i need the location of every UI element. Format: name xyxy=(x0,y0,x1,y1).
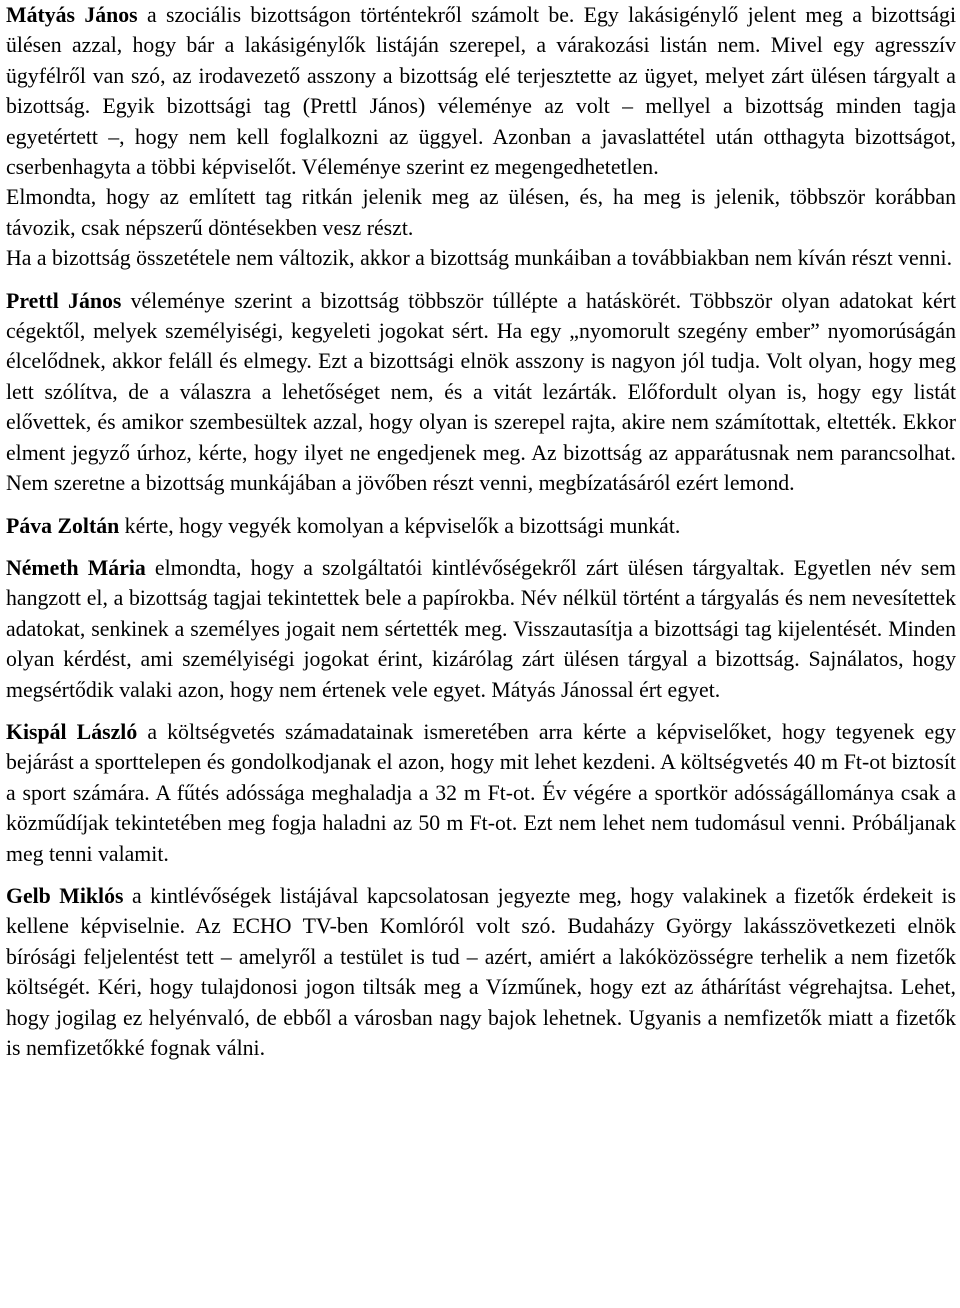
paragraph-text: véleménye szerint a bizottság többször túllépte a hatáskörét. Többször olyan adatokat kért cégektől, melyek személyiségi, kegyeleti jogokat sért. Ha egy „nyomorult szegény ember” nyomorúságán élcelődnek, akkor feláll és elmegy. Ezt a bizottsági elnök asszony is nagyon jól tudja. Volt olyan, hogy meg lett szólítva, de a válaszra a lehetőséget nem, és a vitát lezárták. Előfordult olyan is, hogy egy listát elővettek, és amikor szembesültek azzal, hogy olyan is szerepel rajta, akire nem számítottak, eltették. Ekkor elment jegyző úrhoz, kérte, hogy ilyet ne engedjenek meg. Az bizottság az apparátusnak nem parancsolhat. Nem szeretne a bizottság munkájában a jövőben részt venni, megbízatásáról ezért lemond. xyxy=(6,288,956,496)
paragraph-text: a kintlévőségek listájával kapcsolatosan jegyezte meg, hogy valakinek a fizetők érdekeit is kellene képviselnie. Az ECHO TV-ben Komlóról volt szó. Budaházy György lakásszövetkezeti elnök bírósági feljelentést tett – amelyről a testület is tud – azért, amiért a lakóközösségre terhelik a nem fizetők költségét. Kéri, hogy tulajdonosi jogon tiltsák meg a Vízműnek, hogy ezt az áthárítást végrehajtsa. Lehet, hogy jogilag ez helyénvaló, de ebből a városban nagy bajok lehetnek. Ugyanis a nemfizetők miatt a fizetők is nemfizetőkké fognak válni. xyxy=(6,883,956,1060)
speaker-name: Kispál László xyxy=(6,719,138,744)
paragraph-ha-a-bizottsag xyxy=(6,243,956,273)
paragraph-text: a költségvetés számadatainak ismeretében arra kérte a képviselőket, hogy tegyenek egy bejárást a sporttelepen és gondolkodjanak el azon, hogy mit lehet kezdeni. A költségvetés 40 m Ft-ot biztosít a sport számára. A fűtés adóssága meghaladja a 32 m Ft-ot. Év végére a sportkör adósságállománya csak a közműdíjak tekintetében meg fogja haladni az 50 m Ft-ot. Ezt nem lehet nem tudomásul venni. Próbáljanak meg tenni valamit. xyxy=(6,719,956,866)
speaker-name: Németh Mária xyxy=(6,555,146,580)
paragraph-nemeth xyxy=(6,553,956,705)
paragraph-text: Elmondta, hogy az említett tag ritkán jelenik meg az ülésen, és, ha meg is jelenik, többször korábban távozik, csak népszerű döntésekben vesz részt. xyxy=(6,185,956,240)
paragraph-pava xyxy=(6,511,956,541)
paragraph-text: Ha a bizottság összetétele nem változik, akkor a bizottság munkáiban a továbbiakban nem kíván részt venni. xyxy=(6,246,953,271)
paragraph-gelb xyxy=(6,881,956,1063)
paragraph-elmondta xyxy=(6,182,956,243)
paragraph-text: elmondta, hogy a szolgáltatói kintlévőségekről zárt ülésen tárgyaltak. Egyetlen név sem hangzott el, a bizottság tagjai tekintettek bele a papírokba. Név nélkül történt a tárgyalás és nem nevesítettek adatokat, senkinek a személyes jogait nem sértették meg. Visszautasítja a bizottsági tag kijelentését. Minden olyan kérdést, ami személyiségi jogokat érint, kizárólag zárt ülésen tárgyal a bizottság. Sajnálatos, hogy megsértődik valaki azon, hogy nem értenek vele egyet. Mátyás Jánossal ért egyet. xyxy=(6,555,956,702)
paragraph-matyas xyxy=(6,0,956,182)
paragraph-text: kérte, hogy vegyék komolyan a képviselők a bizottsági munkát. xyxy=(119,513,681,538)
speaker-name: Prettl János xyxy=(6,288,122,313)
speaker-name: Gelb Miklós xyxy=(6,883,124,908)
speaker-name: Mátyás János xyxy=(6,3,138,27)
paragraph-prettl xyxy=(6,286,956,499)
speaker-name: Páva Zoltán xyxy=(6,513,120,538)
paragraph-text: a szociális bizottságon történtekről számolt be. Egy lakásigénylő jelent meg a bizottsági ülésen azzal, hogy bár a lakásigénylők listáján szerepel, a várakozási listán nem. Mivel egy agresszív ügyfélről van szó, az irodavezető asszony a bizottság elé terjesztette az ügyet, melyet zárt ülésen tárgyalt a bizottság. Egyik bizottsági tag (Prettl János) véleménye az volt – mellyel a bizottság minden tagja egyetértett –, hogy nem kell foglalkozni az üggyel. Azonban a javaslattétel után otthagyta bizottságot, cserbenhagyta a többi képviselőt. Véleménye szerint ez megengedhetetlen. xyxy=(6,3,956,180)
paragraph-kispal xyxy=(6,717,956,869)
